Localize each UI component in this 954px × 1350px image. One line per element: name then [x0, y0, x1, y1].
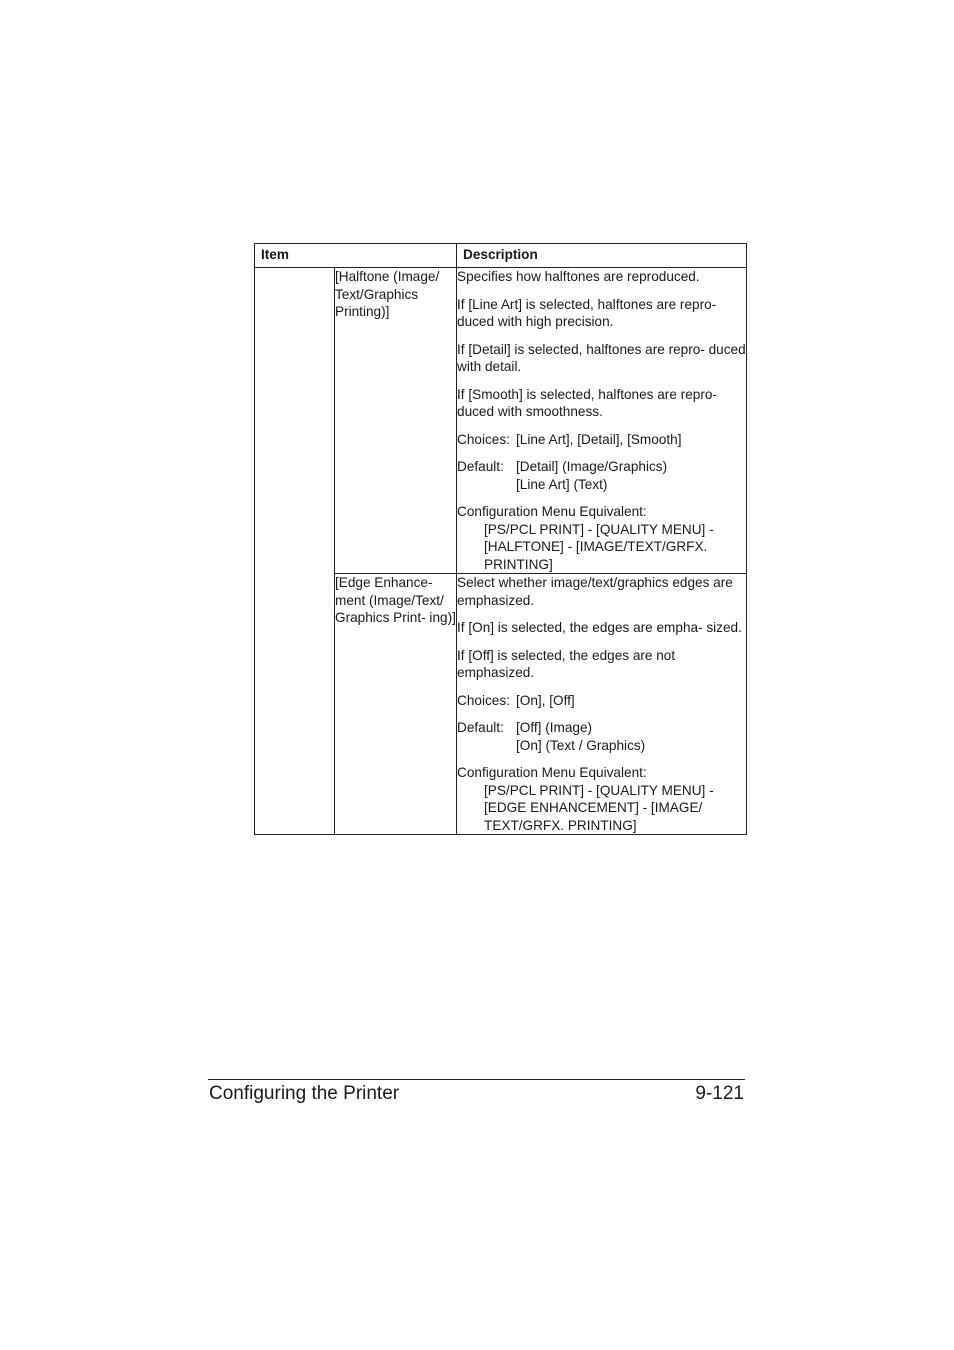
desc-paragraph: If [Smooth] is selected, halftones are repro- duced with smoothness.	[457, 386, 717, 419]
choices-line	[457, 692, 746, 710]
item-halftone: [Halftone (Image/ Text/Graphics Printing)]	[335, 268, 457, 574]
parent-item-cell	[255, 268, 335, 835]
config-label: Configuration Menu Equivalent:	[457, 765, 647, 780]
default-label: Default:	[457, 459, 504, 474]
description-halftone	[457, 268, 747, 574]
config-path: [PS/PCL PRINT] - [QUALITY MENU] - [HALFTONE] - [IMAGE/TEXT/GRFX. PRINTING]	[484, 521, 714, 572]
table-row	[255, 268, 747, 574]
desc-paragraph: If [On] is selected, the edges are empha- sized.	[457, 620, 742, 635]
config-path: [PS/PCL PRINT] - [QUALITY MENU] - [EDGE ENHANCEMENT] - [IMAGE/ TEXT/GRFX. PRINTING]	[484, 782, 714, 833]
footer-section-title: Configuring the Printer	[209, 1083, 400, 1104]
default-value: [Detail] (Image/Graphics)	[516, 459, 668, 474]
default-value: [On] (Text / Graphics)	[516, 737, 646, 753]
header-description: Description	[457, 244, 747, 268]
desc-paragraph: If [Detail] is selected, halftones are repro- duced with detail.	[457, 341, 746, 374]
footer-divider	[208, 1079, 745, 1080]
item-edge-enhancement: [Edge Enhance- ment (Image/Text/ Graphics Print- ing)]	[335, 574, 457, 835]
default-value: [Line Art] (Text)	[516, 476, 608, 492]
desc-paragraph: Specifies how halftones are reproduced.	[457, 269, 700, 284]
choices-value: [Line Art], [Detail], [Smooth]	[516, 431, 682, 447]
choices-label: Choices:	[457, 692, 510, 708]
default-line	[457, 719, 746, 754]
desc-paragraph: If [Line Art] is selected, halftones are repro- duced with high precision.	[457, 296, 717, 329]
default-line	[457, 458, 746, 493]
footer-page-number: 9-121	[695, 1083, 744, 1104]
header-item: Item	[255, 244, 457, 268]
desc-paragraph: Select whether image/text/graphics edges are emphasized.	[457, 575, 733, 608]
table-header-row	[255, 244, 747, 268]
default-label: Default:	[457, 720, 504, 735]
config-label: Configuration Menu Equivalent:	[457, 504, 647, 519]
desc-paragraph: If [Off] is selected, the edges are not emphasized.	[457, 647, 676, 680]
config-equivalent	[457, 503, 746, 573]
choices-value: [On], [Off]	[516, 692, 575, 708]
choices-line	[457, 431, 746, 449]
choices-label: Choices:	[457, 431, 510, 447]
settings-table	[254, 243, 747, 835]
config-equivalent	[457, 764, 746, 834]
description-edge-enhancement	[457, 574, 747, 835]
default-value: [Off] (Image)	[516, 720, 593, 735]
